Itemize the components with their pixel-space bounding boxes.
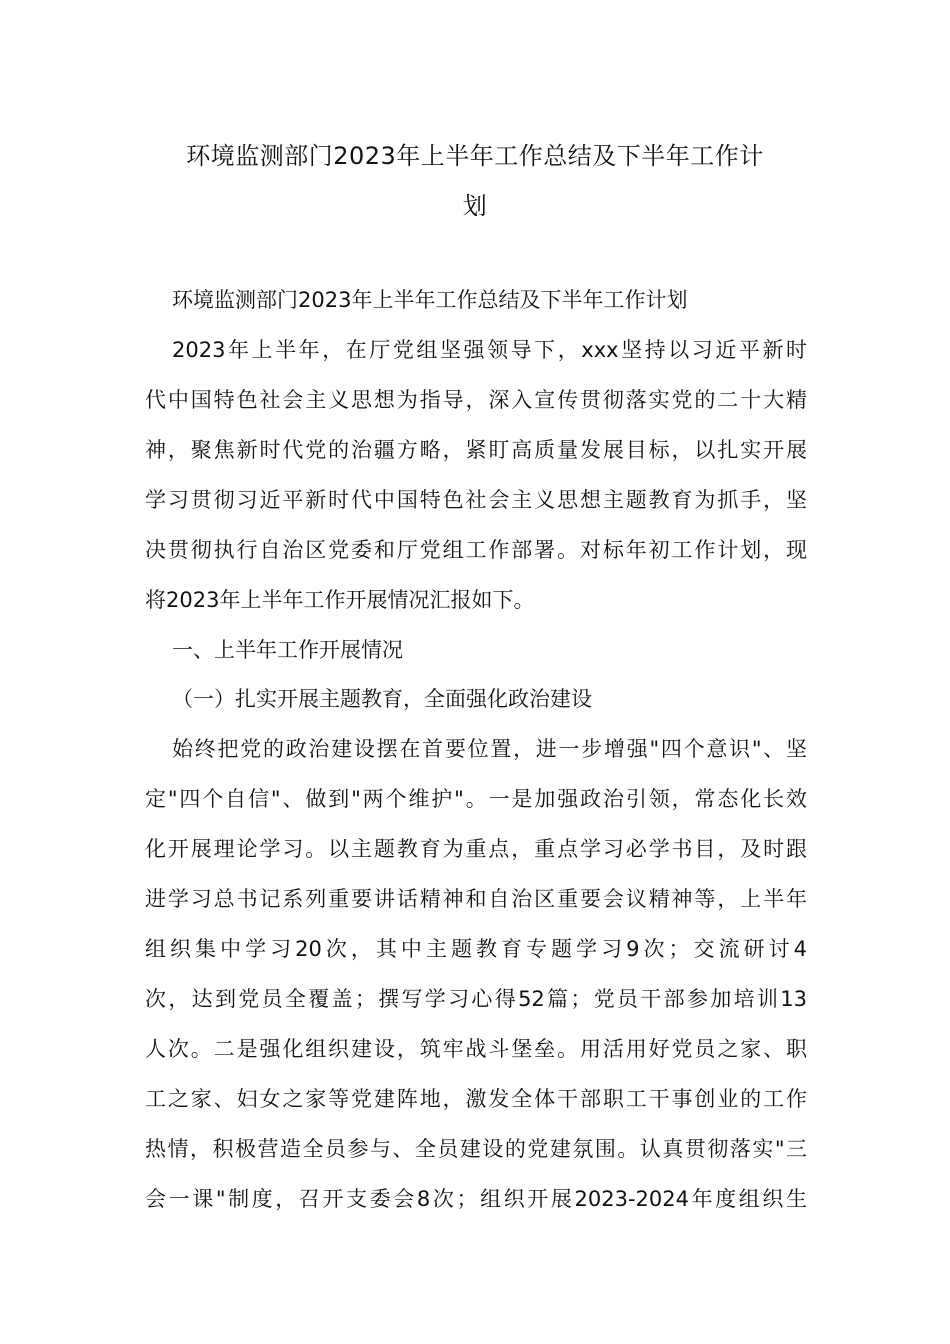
- document-title-line-2: 划: [462, 192, 488, 220]
- paragraph-line: 2023年上半年，在厅党组坚强领导下，xxx坚持以习近平新时: [172, 338, 807, 362]
- paragraph-line: 工之家、妇女之家等党建阵地，激发全体干部职工干事创业的工作: [145, 1087, 807, 1111]
- paragraph-line: 将2023年上半年工作开展情况汇报如下。: [145, 588, 535, 612]
- paragraph-line: 决贯彻执行自治区党委和厅党组工作部署。对标年初工作计划，现: [145, 538, 807, 562]
- document-title-line-1: 环境监测部门2023年上半年工作总结及下半年工作计: [186, 142, 764, 170]
- paragraph-line: 热情，积极营造全员参与、全员建设的党建氛围。认真贯彻落实"三: [145, 1137, 807, 1161]
- paragraph-line: 神，聚焦新时代党的治疆方略，紧盯高质量发展目标，以扎实开展: [145, 438, 807, 462]
- paragraph-line: 组织集中学习20次，其中主题教育专题学习9次；交流研讨4: [145, 937, 807, 961]
- paragraph-line: 次，达到党员全覆盖；撰写学习心得52篇；党员干部参加培训13: [145, 987, 807, 1011]
- paragraph-line: 代中国特色社会主义思想为指导，深入宣传贯彻落实党的二十大精: [145, 388, 807, 412]
- section-heading: 一、上半年工作开展情况: [172, 638, 403, 662]
- paragraph-line: 学习贯彻习近平新时代中国特色社会主义思想主题教育为抓手，坚: [145, 488, 807, 512]
- body-subtitle: 环境监测部门2023年上半年工作总结及下半年工作计划: [172, 288, 688, 312]
- paragraph-line: 化开展理论学习。以主题教育为重点，重点学习必学书目，及时跟: [145, 837, 807, 861]
- subsection-heading: （一）扎实开展主题教育，全面强化政治建设: [172, 687, 592, 711]
- paragraph-line: 定"四个自信"、做到"两个维护"。一是加强政治引领，常态化长效: [145, 787, 807, 811]
- paragraph-line: 人次。二是强化组织建设，筑牢战斗堡垒。用活用好党员之家、职: [145, 1037, 807, 1061]
- paragraph-line: 进学习总书记系列重要讲话精神和自治区重要会议精神等，上半年: [145, 887, 807, 911]
- paragraph-line: 会一课"制度，召开支委会8次；组织开展2023-2024年度组织生: [145, 1187, 807, 1211]
- paragraph-line: 始终把党的政治建设摆在首要位置，进一步增强"四个意识"、坚: [172, 737, 807, 761]
